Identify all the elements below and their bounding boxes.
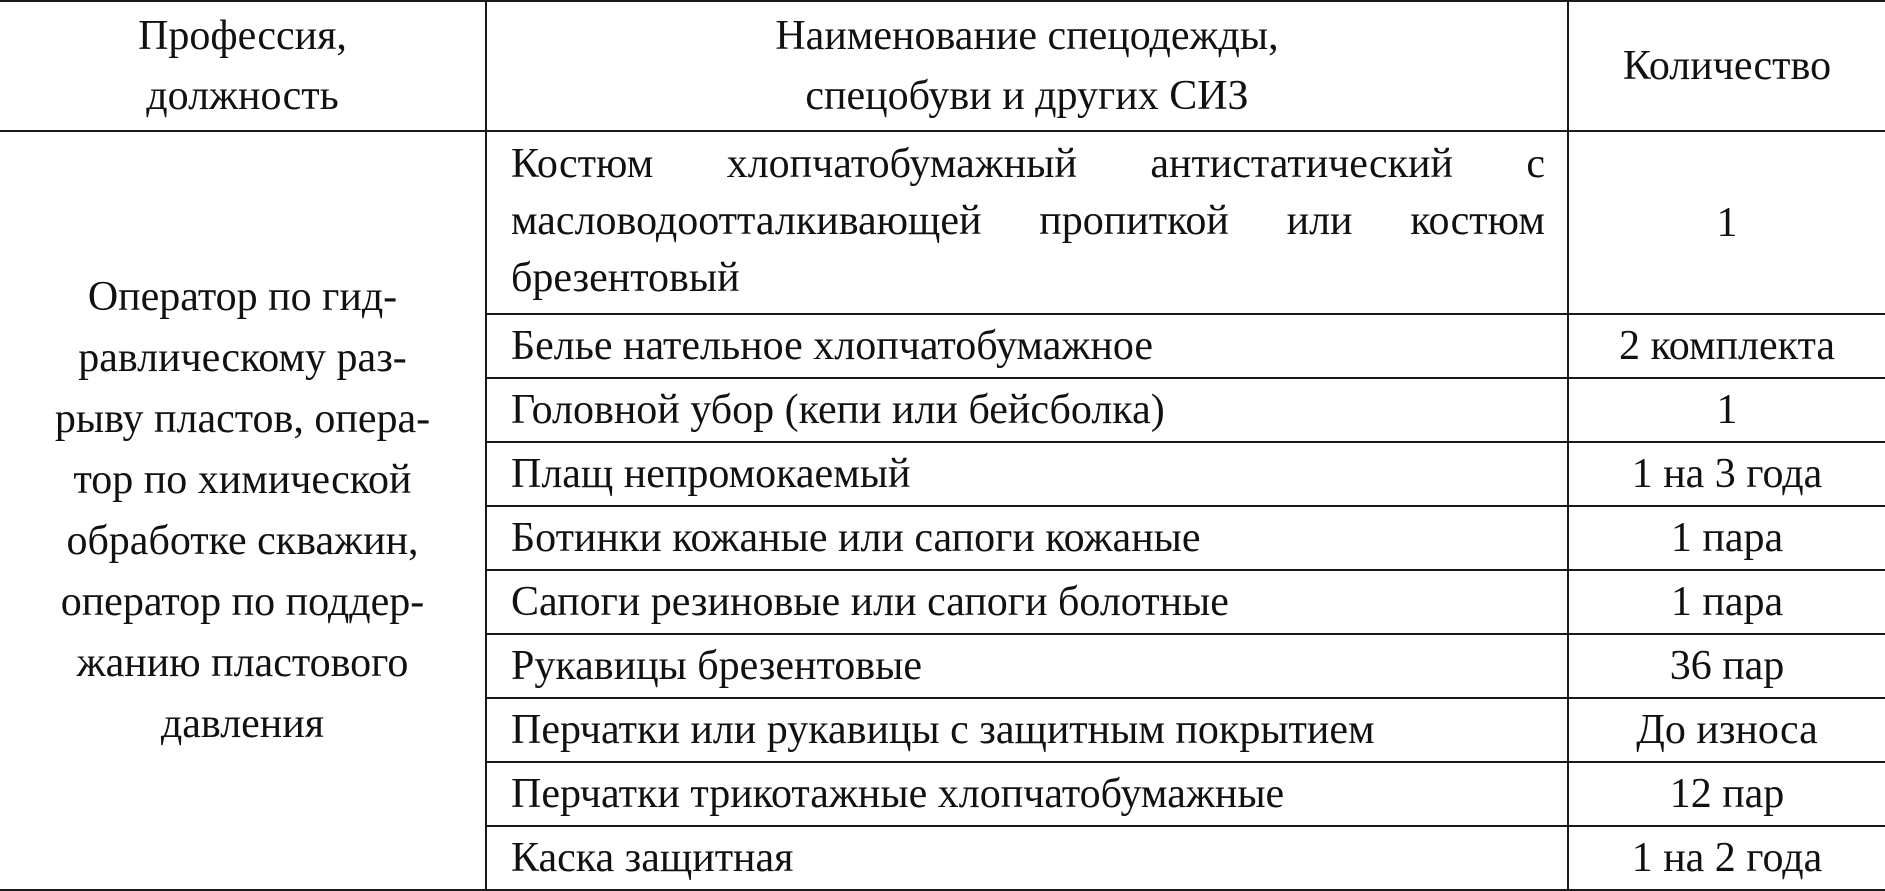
profession-line: тор по химической <box>73 456 412 503</box>
quantity-cell: 1 пара <box>1568 506 1885 570</box>
item-cell: Костюм хлопчатобумажный антистатический с масловодоотталкивающей пропиткой или костюм брезентовый <box>486 131 1568 314</box>
item-cell: Ботинки кожаные или сапоги кожаные <box>486 506 1568 570</box>
header-profession <box>0 1 486 131</box>
quantity-cell: До износа <box>1568 698 1885 762</box>
header-item-line: спецобуви и других СИЗ <box>805 73 1249 119</box>
header-item-line: Наименование спецодежды, <box>775 13 1279 59</box>
item-cell: Рукавицы брезентовые <box>486 634 1568 698</box>
table-header-row <box>0 1 1885 131</box>
profession-cell <box>0 131 486 890</box>
profession-line: оператор по поддер- <box>60 578 425 625</box>
table-row <box>0 131 1885 314</box>
item-cell: Плащ непромокаемый <box>486 442 1568 506</box>
profession-line: жанию пластового <box>76 639 409 686</box>
header-profession-line: должность <box>146 73 339 119</box>
quantity-cell: 1 на 2 года <box>1568 826 1885 890</box>
profession-line: рыву пластов, опера- <box>54 395 431 442</box>
header-item <box>486 1 1568 131</box>
header-quantity-label: Количество <box>1622 43 1832 89</box>
item-cell: Белье нательное хлопчатобумажное <box>486 314 1568 378</box>
quantity-cell: 1 <box>1568 131 1885 314</box>
item-cell: Перчатки трикотажные хлопчатобумажные <box>486 762 1568 826</box>
item-cell: Головной убор (кепи или бейсболка) <box>486 378 1568 442</box>
quantity-cell: 2 комплекта <box>1568 314 1885 378</box>
header-quantity <box>1568 1 1885 131</box>
item-cell: Перчатки или рукавицы с защитным покрытием <box>486 698 1568 762</box>
header-profession-line: Профессия, <box>138 13 347 59</box>
quantity-cell: 12 пар <box>1568 762 1885 826</box>
profession-line: Оператор по гид- <box>87 273 398 320</box>
quantity-cell: 1 <box>1568 378 1885 442</box>
item-cell: Сапоги резиновые или сапоги болотные <box>486 570 1568 634</box>
item-cell: Каска защитная <box>486 826 1568 890</box>
quantity-cell: 1 на 3 года <box>1568 442 1885 506</box>
quantity-cell: 1 пара <box>1568 570 1885 634</box>
profession-line: обработке скважин, <box>66 517 419 564</box>
profession-line: давления <box>160 700 325 747</box>
profession-line: равлическому раз- <box>78 334 407 381</box>
quantity-cell: 36 пар <box>1568 634 1885 698</box>
